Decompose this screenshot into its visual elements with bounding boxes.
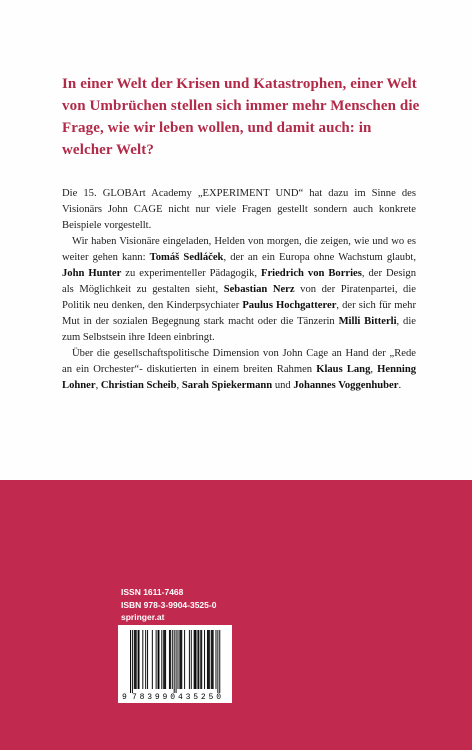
barcode-bar: [142, 630, 143, 689]
barcode-bar: [213, 630, 214, 689]
barcode-bar: [211, 630, 212, 689]
barcode-bar: [181, 630, 182, 689]
barcode-digits-right: 435250: [178, 693, 221, 702]
barcode-bar: [198, 630, 199, 689]
barcode-bar: [156, 630, 157, 689]
barcode-bar: [217, 630, 218, 693]
barcode-bar: [169, 630, 170, 689]
barcode-bar: [191, 630, 192, 689]
barcode-bar: [216, 630, 217, 689]
barcode-bar: [161, 630, 162, 689]
barcode-digit-prefix: 9: [122, 693, 127, 702]
barcode-bar: [208, 630, 209, 689]
issn-text: ISSN 1611-7468: [121, 587, 184, 597]
barcode-bar: [147, 630, 148, 689]
person-name: Sebastian Nerz: [223, 284, 295, 295]
barcode-bar: [196, 630, 197, 689]
person-name: Henning Lohner: [62, 364, 417, 391]
paragraph-discussion: Über die gesellschaftspolitische Dimension von John Cage an Hand der „Rede an ein Orchester“- diskutierten in einem breiten Rahmen Klaus Lang, Henning Lohner, Christian Scheib, Sarah Spiekermann und Johannes Voggenhuber.: [62, 348, 417, 391]
barcode-bar: [170, 630, 171, 689]
barcode-bar: [194, 630, 195, 689]
barcode-bar: [204, 630, 205, 689]
barcode-bar: [138, 630, 139, 689]
barcode-bar: [209, 630, 210, 689]
publication-info: [121, 586, 216, 624]
barcode-bar: [178, 630, 179, 689]
barcode-bar: [134, 630, 135, 689]
lead-paragraph: In einer Welt der Krisen und Katastrophen, einer Welt von Umbrüchen stellen sich immer mehr Menschen die Frage, wie wir leben wollen, und damit auch: in welcher Welt?: [62, 76, 420, 158]
person-name: Christian Scheib: [100, 380, 177, 391]
barcode-bar: [184, 630, 185, 689]
barcode-bar: [180, 630, 181, 689]
barcode-bar: [212, 630, 213, 689]
person-name: Sarah Spiekermann: [181, 380, 273, 391]
barcode-bar: [174, 630, 175, 693]
barcode-bar: [130, 630, 131, 693]
blurb-body: [62, 186, 416, 394]
barcode-bar: [132, 630, 133, 693]
barcode-bar: [152, 630, 153, 689]
barcode-bar: [201, 630, 202, 689]
person-name: Milli Bitterli: [338, 316, 397, 327]
barcode-bar: [163, 630, 164, 689]
barcode-bar: [145, 630, 146, 689]
publisher-url: springer.at: [121, 612, 165, 622]
barcode-bar: [200, 630, 201, 689]
barcode-bar: [158, 630, 159, 689]
person-name: John Hunter: [62, 268, 122, 279]
barcode-bar: [135, 630, 136, 689]
person-name: Paulus Hochgatterer: [242, 300, 337, 311]
person-name: Friedrich von Borries: [260, 268, 362, 279]
barcode-bar: [136, 630, 137, 689]
person-name: Klaus Lang: [316, 364, 371, 375]
isbn-text: ISBN 978-3-9904-3525-0: [121, 599, 217, 610]
paragraph-intro: Die 15. GLOBArt Academy „EXPERIMENT UND“ hat dazu im Sinne des Visionärs John CAGE nicht nur viele Fragen gestellt sondern auch konkrete Beispiele vorgestellt.: [62, 188, 416, 231]
barcode-bar: [207, 630, 208, 689]
barcode-bar: [195, 630, 196, 689]
barcode-bar: [165, 630, 166, 689]
barcode-digits-left: 783990: [132, 693, 175, 702]
barcode-bar: [176, 630, 177, 693]
barcode-bar: [164, 630, 165, 689]
barcode-bar: [139, 630, 140, 689]
barcode-bar: [219, 630, 220, 693]
person-name: Johannes Voggenhuber: [293, 380, 399, 391]
barcode-bar: [179, 630, 180, 689]
barcode-graphic: [118, 625, 232, 703]
paragraph-guests: Wir haben Visionäre eingeladen, Helden von morgen, die zeigen, wie und wo es weiter gehen kann: Tomáš Sedláček, der an ein Europa ohne Wachstum glaubt, John Hunter zu experimenteller Pädagogik, Friedrich von Borries, der Design als Möglichkeit zu gestalten sieht, Sebastian Nerz von der Piratenpartei, die Politik neu denken, den Kinderpsychiater Paulus Hochgatterer, der sich für mehr Mut in der sozialen Begegnung stark macht oder die Tänzerin Milli Bitterli, die zum Selbstsein ihre Ideen einbringt.: [62, 236, 416, 343]
isbn-barcode: [118, 625, 232, 703]
barcode-bar: [189, 630, 190, 689]
person-name: Tomáš Sedláček: [149, 252, 224, 263]
barcode-bar: [159, 630, 160, 689]
red-band: [0, 480, 472, 750]
barcode-bar: [172, 630, 173, 689]
barcode-bar: [197, 630, 198, 689]
